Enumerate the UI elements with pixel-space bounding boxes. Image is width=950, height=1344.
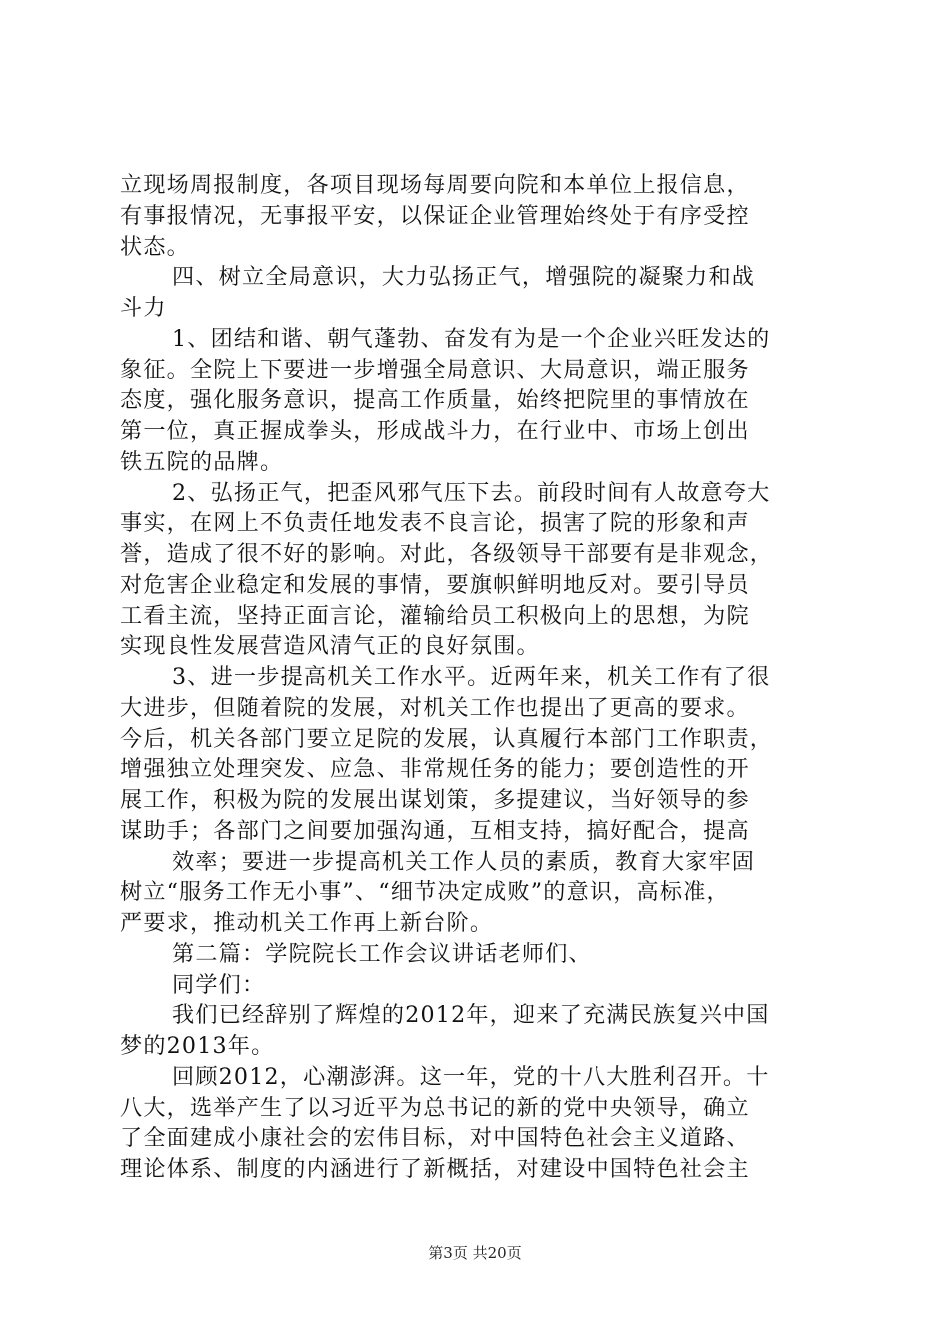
chapter-heading-line: 第二篇：学院院长工作会议讲话老师们、: [172, 940, 592, 967]
text-line: 我们已经辞别了辉煌的2012年，迎来了充满民族复兴中国: [172, 1002, 770, 1029]
text-line: 大进步，但随着院的发展，对机关工作也提出了更高的要求。: [120, 694, 750, 721]
text-line: 树立“服务工作无小事”、“细节决定成败”的意识，高标准，: [120, 879, 730, 906]
text-line: 有事报情况，无事报平安，以保证企业管理始终处于有序受控: [120, 202, 750, 229]
text-line: 梦的2013年。: [120, 1033, 275, 1060]
text-line: 增强独立处理突发、应急、非常规任务的能力；要创造性的开: [120, 756, 750, 783]
text-line: 严要求，推动机关工作再上新台阶。: [120, 910, 494, 937]
section-heading-line: 斗力: [120, 295, 167, 322]
text-line: 谋助手；各部门之间要加强沟通，互相支持，搞好配合，提高: [120, 817, 750, 844]
text-line: 3、进一步提高机关工作水平。近两年来，机关工作有了很: [172, 664, 771, 691]
text-line: 象征。全院上下要进一步增强全局意识、大局意识，端正服务: [120, 356, 750, 383]
text-line: 八大，选举产生了以习近平为总书记的新的党中央领导，确立: [120, 1094, 750, 1121]
text-line: 誉，造成了很不好的影响。对此，各级领导干部要有是非观念，: [120, 541, 774, 568]
text-line: 效率；要进一步提高机关工作人员的素质，教育大家牢固: [172, 848, 756, 875]
text-line: 状态。: [120, 233, 190, 260]
text-line: 同学们：: [172, 971, 266, 998]
text-line: 展工作，积极为院的发展出谋划策，多提建议，当好领导的参: [120, 787, 750, 814]
text-line: 工看主流，坚持正面言论，灌输给员工积极向上的思想，为院: [120, 602, 750, 629]
section-heading-line: 四、树立全局意识，大力弘扬正气，增强院的凝聚力和战: [172, 264, 756, 291]
text-line: 立现场周报制度，各项目现场每周要向院和本单位上报信息，: [120, 172, 750, 198]
text-line: 回顾2012，心潮澎湃。这一年，党的十八大胜利召开。十: [172, 1063, 770, 1090]
text-line: 今后，机关各部门要立足院的发展，认真履行本部门工作职责，: [120, 725, 774, 752]
text-line: 了全面建成小康社会的宏伟目标，对中国特色社会主义道路、: [120, 1125, 750, 1152]
text-line: 对危害企业稳定和发展的事情，要旗帜鲜明地反对。要引导员: [120, 571, 750, 598]
text-line: 第一位，真正握成拳头，形成战斗力，在行业中、市场上创出: [120, 418, 750, 445]
text-line: 实现良性发展营造风清气正的良好氛围。: [120, 633, 540, 660]
page-footer: 第3页 共20页: [428, 1244, 522, 1262]
text-line: 态度，强化服务意识，提高工作质量，始终把院里的事情放在: [120, 387, 750, 414]
text-line: 1、团结和谐、朝气蓬勃、奋发有为是一个企业兴旺发达的: [172, 325, 771, 352]
text-line: 理论体系、制度的内涵进行了新概括，对建设中国特色社会主: [120, 1156, 750, 1183]
text-line: 2、弘扬正气，把歪风邪气压下去。前段时间有人故意夸大: [172, 479, 771, 506]
text-line: 事实，在网上不负责任地发表不良言论，损害了院的形象和声: [120, 510, 750, 537]
text-line: 铁五院的品牌。: [120, 448, 284, 475]
